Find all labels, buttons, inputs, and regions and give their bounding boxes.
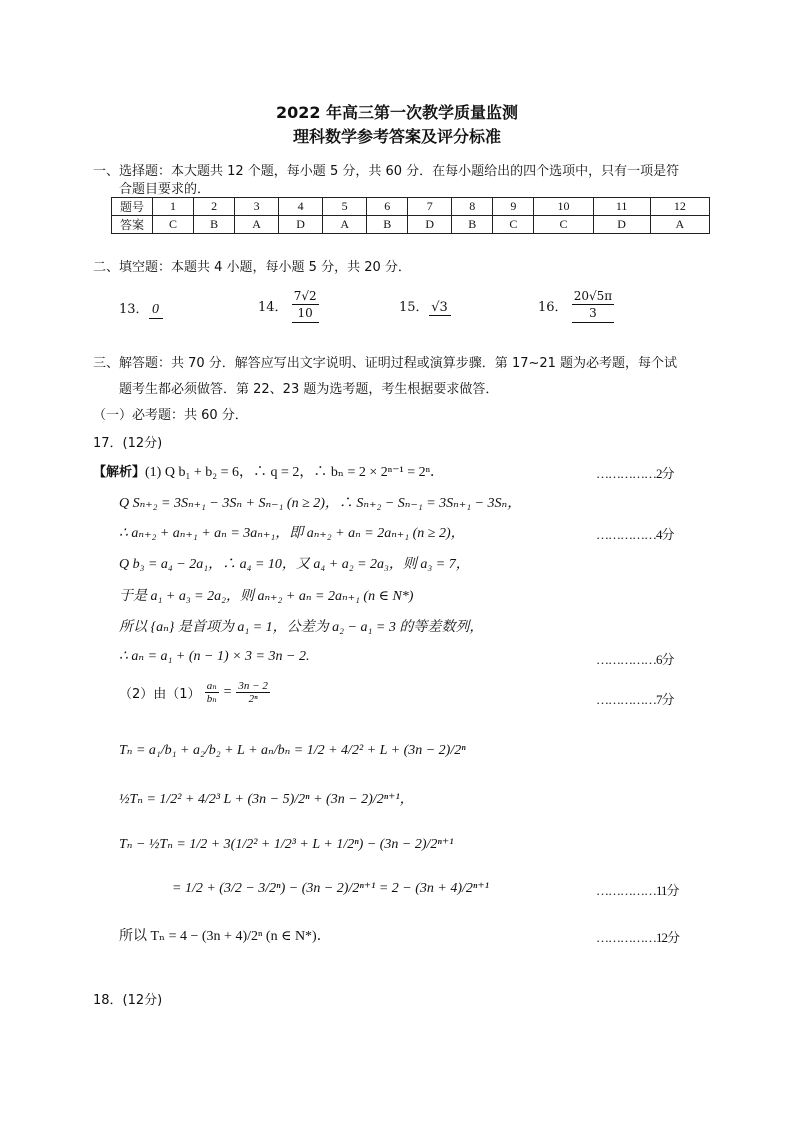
q17-line-5: 于是 a₁ + a₃ = 2a₂，则 aₙ₊₂ + aₙ = 2aₙ₊₁ (n ∈ N*): [119, 589, 414, 604]
table-cell: 11: [593, 198, 650, 216]
doc-subtitle: 理科数学参考答案及评分标准: [292, 127, 501, 146]
denominator: 10: [297, 306, 313, 320]
answer-value: 0: [149, 302, 163, 319]
numerator: 3n − 2: [238, 680, 268, 692]
question-number: 16．: [538, 300, 568, 315]
answer-fraction: [572, 288, 614, 323]
numerator: 7√2: [293, 289, 317, 303]
table-cell: B: [367, 216, 408, 234]
math-line: 所以 Tₙ = 4 − (3n + 4)/2ⁿ (n ∈ N*)．: [119, 929, 331, 944]
q17-line-12: = 1/2 + (3/2 − 3/2ⁿ) − (3n − 2)/2ⁿ⁺¹ = 2 − (3n + 4)/2ⁿ⁺¹: [172, 881, 489, 896]
score-marker: ……………6分: [596, 652, 674, 667]
q17-line-8: [119, 680, 270, 705]
table-cell: 5: [323, 198, 367, 216]
q17-line-7: ∴ aₙ = a₁ + (n − 1) × 3 = 3n − 2.: [119, 649, 310, 664]
table-cell: A: [323, 216, 367, 234]
denominator: bₙ: [206, 693, 217, 705]
table-cell: C: [153, 216, 194, 234]
q17-line-11: Tₙ − ½Tₙ = 1/2 + 3(1/2² + 1/2³ + L + 1/2ⁿ) − (3n − 2)/2ⁿ⁺¹: [119, 837, 454, 852]
fraction-lhs: [205, 680, 219, 705]
numerator: 20√5π: [573, 289, 613, 303]
table-cell: A: [235, 216, 279, 234]
q18-label: 18．(12分): [93, 993, 163, 1008]
table-row: [112, 216, 710, 234]
fill-answer-15: [399, 296, 451, 316]
table-cell: 1: [153, 198, 194, 216]
table-cell: 2: [194, 198, 235, 216]
q17-label: 17．(12分): [93, 436, 163, 451]
table-cell: C: [534, 216, 593, 234]
table-cell: 8: [452, 198, 493, 216]
fill-answer-13: [119, 298, 163, 319]
question-number: 15．: [399, 300, 429, 315]
denominator: 2ⁿ: [248, 693, 258, 705]
q17-line-3: ∴ aₙ₊₂ + aₙ₊₁ + aₙ = 3aₙ₊₁，即 aₙ₊₂ + aₙ = 2aₙ₊₁ (n ≥ 2)，: [119, 526, 465, 541]
section1-heading: 一、选择题：本大题共 12 个题，每小题 5 分，共 60 分．在每小题给出的四个选项中，只有一项是符: [93, 164, 680, 179]
section2-heading: 二、填空题：本题共 4 小题，每小题 5 分，共 20 分．: [93, 260, 411, 275]
table-cell: C: [493, 216, 534, 234]
table-cell: D: [279, 216, 323, 234]
q17-line-9: Tₙ = a₁/b₁ + a₂/b₂ + L + aₙ/bₙ = 1/2 + 4/2² + L + (3n − 2)/2ⁿ: [119, 743, 466, 758]
table-cell: B: [194, 216, 235, 234]
section3-heading-cont: 题考生都必须做答．第 22、23 题为选考题，考生根据要求做答．: [119, 382, 499, 397]
score-marker: ……………12分: [596, 930, 680, 945]
doc-title: 2022 年高三第一次教学质量监测: [275, 103, 519, 122]
table-cell: 10: [534, 198, 593, 216]
answer-value: √3: [429, 300, 451, 316]
denominator: 3: [589, 306, 597, 320]
section1-heading-cont: 合题目要求的．: [119, 182, 211, 197]
q17-line-6: 所以 {aₙ} 是首项为 a₁ = 1，公差为 a₂ − a₁ = 3 的等差数列，: [119, 620, 484, 635]
fraction-rhs: [236, 680, 269, 705]
math-line: (1) Q b₁ + b₂ = 6，∴ q = 2，∴ bₙ = 2 × 2ⁿ⁻¹ = 2ⁿ．: [145, 465, 445, 480]
table-cell: 6: [367, 198, 408, 216]
q17-line-1: [93, 461, 444, 481]
answer-table: [111, 197, 710, 234]
equals-sign: =: [222, 684, 233, 700]
table-cell: 4: [279, 198, 323, 216]
answer-fraction: [292, 288, 319, 323]
score-marker: ……………11分: [596, 883, 679, 898]
score-marker: ……………4分: [596, 527, 674, 542]
table-row: [112, 198, 710, 216]
section3-subheading: （一）必考题：共 60 分．: [93, 408, 248, 423]
table-cell: D: [408, 216, 452, 234]
table-cell: A: [650, 216, 709, 234]
numerator: aₙ: [206, 680, 217, 692]
question-number: 13．: [119, 302, 149, 317]
q17-line-13: [119, 925, 331, 945]
table-cell: 12: [650, 198, 709, 216]
score-marker: ……………2分: [596, 466, 674, 481]
score-marker: ……………7分: [596, 692, 674, 707]
fill-answer-16: [538, 288, 614, 323]
solution-tag: 【解析】: [93, 465, 146, 480]
section3-heading: 三、解答题：共 70 分．解答应写出文字说明、证明过程或演算步骤．第 17~21 题为必考题，每个试: [93, 356, 678, 371]
table-cell: D: [593, 216, 650, 234]
question-number: 14．: [258, 300, 288, 315]
table-cell: 3: [235, 198, 279, 216]
part-label: （2）由（1）: [119, 687, 201, 702]
table-cell: 9: [493, 198, 534, 216]
row-label: 答案: [112, 216, 153, 234]
table-cell: 7: [408, 198, 452, 216]
q17-line-4: Q b₃ = a₄ − 2a₁，∴ a₄ = 10，又 a₄ + a₂ = 2a₃，则 a₃ = 7，: [119, 557, 470, 572]
fill-answer-14: [258, 288, 319, 323]
q17-line-2: Q Sₙ₊₂ = 3Sₙ₊₁ − 3Sₙ + Sₙ₋₁ (n ≥ 2)，∴ Sₙ₊₂ − Sₙ₋₁ = 3Sₙ₊₁ − 3Sₙ，: [119, 496, 522, 511]
row-label: 题号: [112, 198, 153, 216]
table-cell: B: [452, 216, 493, 234]
q17-line-10: ½Tₙ = 1/2² + 4/2³ L + (3n − 5)/2ⁿ + (3n − 2)/2ⁿ⁺¹，: [119, 792, 414, 807]
